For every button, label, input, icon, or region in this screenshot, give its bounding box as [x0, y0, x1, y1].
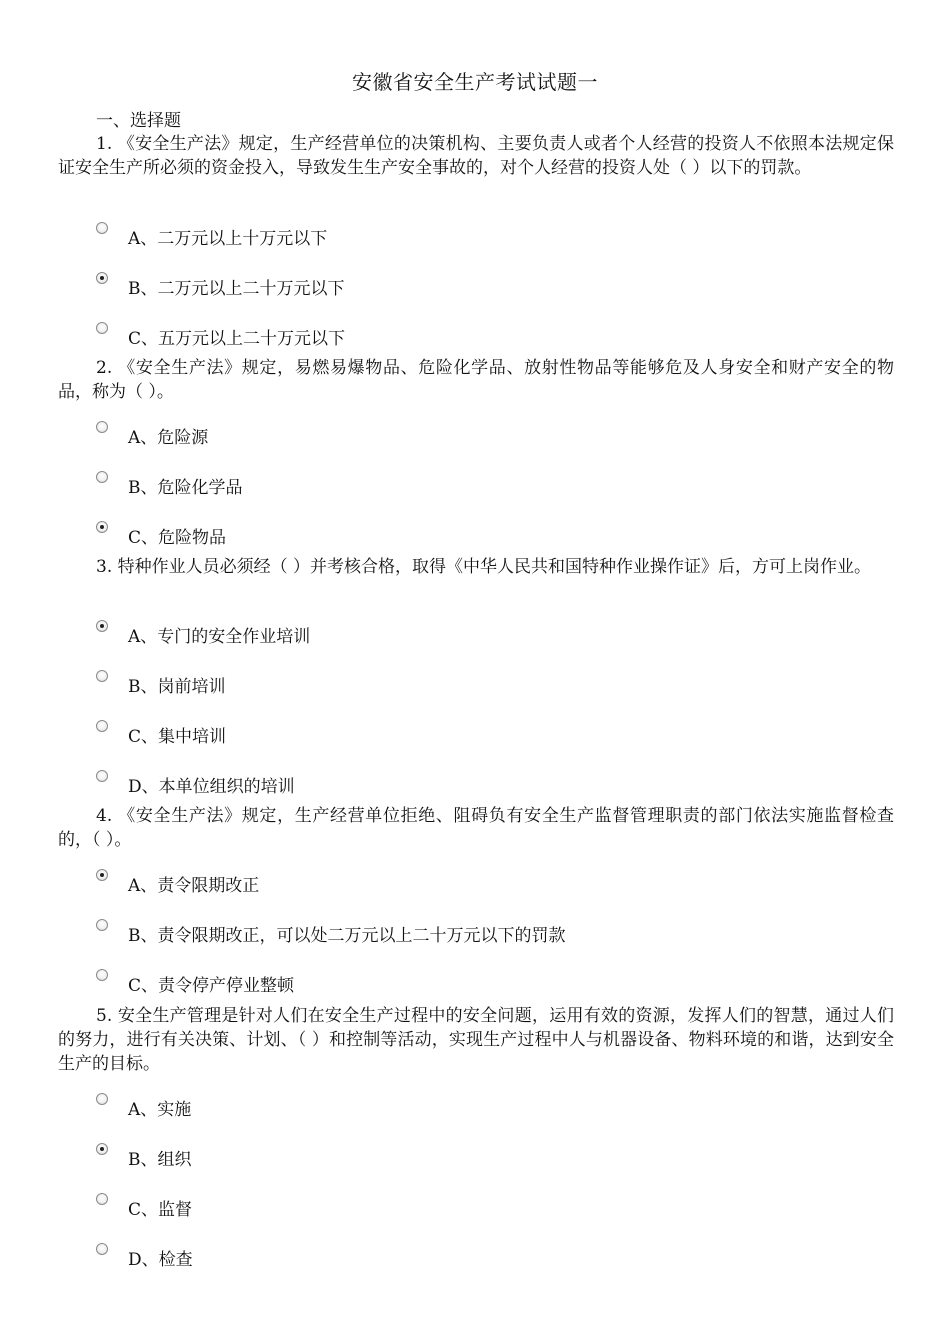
option-label: A、专门的安全作业培训 — [128, 626, 311, 647]
option-5-d[interactable] — [96, 1243, 193, 1270]
radio-button[interactable] — [96, 521, 108, 533]
question-text: 2. 《安全生产法》规定，易燃易爆物品、危险化学品、放射性物品等能够危及人身安全和财产安全的物品，称为（ ）。 — [58, 358, 894, 402]
radio-button[interactable] — [96, 620, 108, 632]
radio-button[interactable] — [96, 869, 108, 881]
option-5-c[interactable] — [96, 1193, 193, 1220]
option-1-b[interactable] — [96, 272, 345, 299]
radio-button[interactable] — [96, 222, 108, 234]
radio-button[interactable] — [96, 969, 108, 981]
page-title: 安徽省安全生产考试试题一 — [352, 70, 598, 94]
option-3-d[interactable] — [96, 770, 295, 797]
radio-button[interactable] — [96, 272, 108, 284]
option-3-b[interactable] — [96, 670, 226, 697]
option-label: A、责令限期改正 — [128, 875, 260, 896]
radio-button[interactable] — [96, 1093, 108, 1105]
option-label: B、责令限期改正，可以处二万元以上二十万元以下的罚款 — [128, 925, 566, 946]
option-2-b[interactable] — [96, 471, 243, 498]
radio-button[interactable] — [96, 919, 108, 931]
option-label: B、危险化学品 — [128, 477, 243, 498]
option-3-c[interactable] — [96, 720, 227, 747]
option-label: B、组织 — [128, 1149, 192, 1170]
question-text: 5. 安全生产管理是针对人们在安全生产过程中的安全问题，运用有效的资源，发挥人们的智慧，通过人们的努力，进行有关决策、计划、（ ）和控制等活动，实现生产过程中人与机器设备、物料环境的和谐，达到安全生产的目标。 — [58, 1006, 894, 1074]
option-label: D、检查 — [128, 1249, 193, 1270]
option-label: C、责令停产停业整顿 — [128, 975, 295, 996]
radio-button[interactable] — [96, 1193, 108, 1205]
question-text: 1. 《安全生产法》规定，生产经营单位的决策机构、主要负责人或者个人经营的投资人不依照本法规定保证安全生产所必须的资金投入，导致发生生产安全事故的，对个人经营的投资人处（ ）以下的罚款。 — [58, 134, 894, 178]
option-4-a[interactable] — [96, 869, 260, 896]
option-label: D、本单位组织的培训 — [128, 776, 295, 797]
option-label: A、二万元以上十万元以下 — [128, 228, 328, 249]
option-label: C、监督 — [128, 1199, 193, 1220]
radio-button[interactable] — [96, 720, 108, 732]
radio-button[interactable] — [96, 770, 108, 782]
option-4-c[interactable] — [96, 969, 295, 996]
option-5-a[interactable] — [96, 1093, 192, 1120]
radio-button[interactable] — [96, 421, 108, 433]
option-2-a[interactable] — [96, 421, 209, 448]
option-label: C、集中培训 — [128, 726, 227, 747]
option-4-b[interactable] — [96, 919, 566, 946]
option-1-a[interactable] — [96, 222, 328, 249]
question-text: 4. 《安全生产法》规定，生产经营单位拒绝、阻碍负有安全生产监督管理职责的部门依法实施监督检查的，（ ）。 — [58, 806, 894, 850]
option-label: C、五万元以上二十万元以下 — [128, 328, 346, 349]
option-label: A、危险源 — [128, 427, 209, 448]
option-label: B、二万元以上二十万元以下 — [128, 278, 345, 299]
question-text: 3. 特种作业人员必须经（ ）并考核合格，取得《中华人民共和国特种作业操作证》后，方可上岗作业。 — [96, 557, 872, 577]
option-label: C、危险物品 — [128, 527, 227, 548]
radio-button[interactable] — [96, 471, 108, 483]
option-label: B、岗前培训 — [128, 676, 226, 697]
radio-button[interactable] — [96, 322, 108, 334]
section-heading: 一、选择题 — [96, 111, 181, 131]
option-5-b[interactable] — [96, 1143, 192, 1170]
option-3-a[interactable] — [96, 620, 311, 647]
option-label: A、实施 — [128, 1099, 192, 1120]
radio-button[interactable] — [96, 1143, 108, 1155]
radio-button[interactable] — [96, 1243, 108, 1255]
option-2-c[interactable] — [96, 521, 227, 548]
option-1-c[interactable] — [96, 322, 346, 349]
radio-button[interactable] — [96, 670, 108, 682]
